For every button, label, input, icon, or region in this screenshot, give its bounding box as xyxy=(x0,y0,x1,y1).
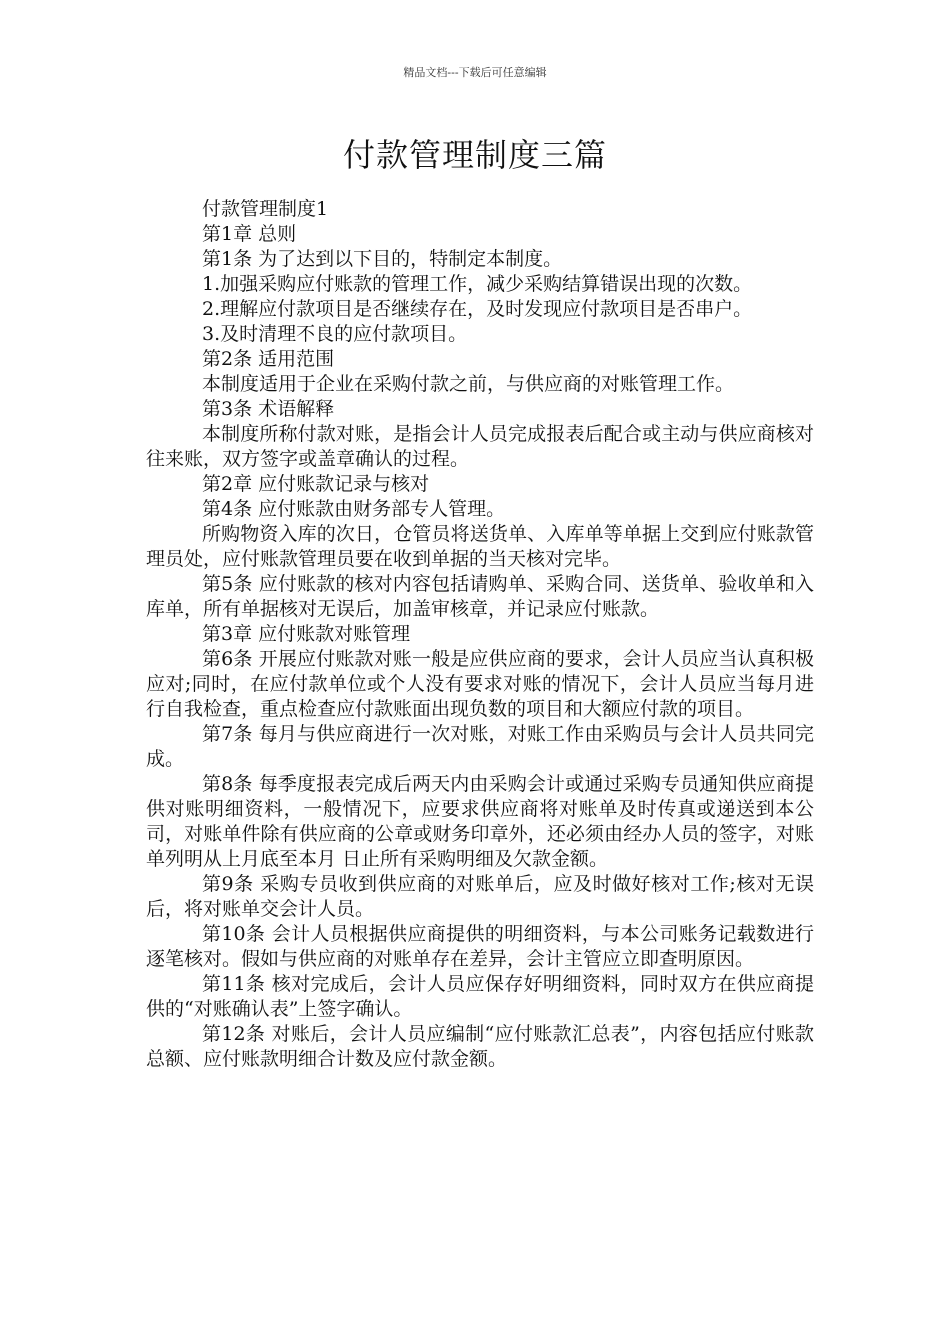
article-paragraph: 第9条 采购专员收到供应商的对账单后，应及时做好核对工作;核对无误后，将对账单交会计人员。 xyxy=(146,873,814,920)
document-title: 付款管理制度三篇 xyxy=(342,136,607,174)
list-item-paragraph: 2.理解应付款项目是否继续存在，及时发现应付款项目是否串户。 xyxy=(202,298,753,320)
article-paragraph: 第11条 核对完成后，会计人员应保存好明细资料，同时双方在供应商提供的“对账确认表”上签字确认。 xyxy=(146,973,814,1020)
list-item-paragraph: 1.加强采购应付账款的管理工作，减少采购结算错误出现的次数。 xyxy=(202,273,753,295)
body-paragraph: 本制度适用于企业在采购付款之前，与供应商的对账管理工作。 xyxy=(202,373,735,395)
article-paragraph: 第6条 开展应付账款对账一般是应供应商的要求，会计人员应当认真积极应对;同时，在应付款单位或个人没有要求对账的情况下，会计人员应当每月进行自我检查，重点检查应付款账面出现负数的项目和大额应付款的项目。 xyxy=(146,648,814,720)
article-paragraph: 第2条 适用范围 xyxy=(202,348,335,370)
section-heading: 付款管理制度1 xyxy=(202,198,329,220)
chapter-heading: 第3章 应付账款对账管理 xyxy=(202,623,411,645)
article-paragraph: 第10条 会计人员根据供应商提供的明细资料，与本公司账务记载数进行逐笔核对。假如与供应商的对账单存在差异，会计主管应立即查明原因。 xyxy=(146,923,814,970)
body-paragraph: 所购物资入库的次日，仓管员将送货单、入库单等单据上交到应付账款管理员处，应付账款管理员要在收到单据的当天核对完毕。 xyxy=(146,523,814,570)
article-paragraph: 第1条 为了达到以下目的，特制定本制度。 xyxy=(202,248,563,270)
chapter-heading: 第1章 总则 xyxy=(202,223,297,245)
article-paragraph: 第3条 术语解释 xyxy=(202,398,335,420)
list-item-paragraph: 3.及时清理不良的应付款项目。 xyxy=(202,323,468,345)
article-paragraph: 第8条 每季度报表完成后两天内由采购会计或通过采购专员通知供应商提供对账明细资料，一般情况下，应要求供应商将对账单及时传真或递送到本公司，对账单件除有供应商的公章或财务印章外，还必须由经办人员的签字，对账单列明从上月底至本月 日止所有采购明细及欠款金额。 xyxy=(146,773,814,870)
article-paragraph: 第12条 对账后，会计人员应编制“应付账款汇总表”，内容包括应付账款总额、应付账款明细合计数及应付款金额。 xyxy=(146,1023,814,1070)
chapter-heading: 第2章 应付账款记录与核对 xyxy=(202,473,430,495)
article-paragraph: 第7条 每月与供应商进行一次对账，对账工作由采购员与会计人员共同完成。 xyxy=(146,723,814,770)
article-paragraph: 第5条 应付账款的核对内容包括请购单、采购合同、送货单、验收单和入库单，所有单据核对无误后，加盖审核章，并记录应付账款。 xyxy=(146,573,814,620)
header-note: 精品文档---下载后可任意编辑 xyxy=(403,66,547,79)
body-paragraph: 本制度所称付款对账，是指会计人员完成报表后配合或主动与供应商核对往来账，双方签字或盖章确认的过程。 xyxy=(146,423,814,470)
document-body xyxy=(146,197,814,1072)
article-paragraph: 第4条 应付账款由财务部专人管理。 xyxy=(202,498,506,520)
